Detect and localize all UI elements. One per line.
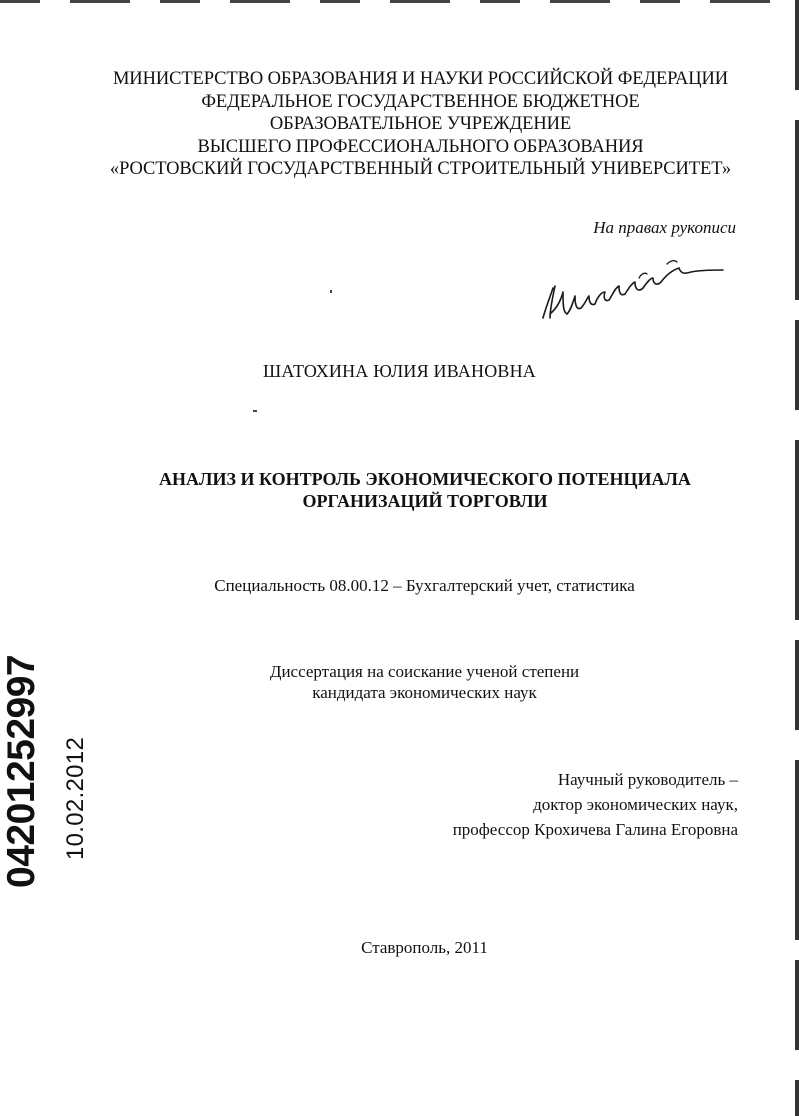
library-stamp-date: 10.02.2012: [62, 736, 89, 860]
ministry-line: МИНИСТЕРСТВО ОБРАЗОВАНИЯ И НАУКИ РОССИЙСКОЙ ФЕДЕРАЦИИ: [112, 69, 729, 89]
supervisor-block: [453, 767, 738, 842]
ministry-line: ВЫСШЕГО ПРОФЕССИОНАЛЬНОГО ОБРАЗОВАНИЯ: [197, 136, 644, 157]
specialty-line: Специальность 08.00.12 – Бухгалтерский учет, статистика: [214, 576, 635, 595]
ministry-header: [48, 68, 793, 181]
library-stamp-number: 04201252997: [0, 654, 43, 888]
title-line: АНАЛИЗ И КОНТРОЛЬ ЭКОНОМИЧЕСКОГО ПОТЕНЦИАЛА: [159, 469, 691, 489]
city-year: Ставрополь, 2011: [361, 938, 488, 957]
title-line: ОРГАНИЗАЦИЙ ТОРГОВЛИ: [302, 491, 548, 511]
dissertation-title: [50, 468, 799, 512]
supervisor-line: Научный руководитель –: [557, 770, 738, 789]
degree-statement: [25, 661, 799, 703]
handwritten-signature: [535, 248, 725, 328]
supervisor-line: доктор экономических наук,: [533, 795, 738, 814]
degree-line: кандидата экономических наук: [312, 683, 537, 702]
scan-speck: [330, 290, 332, 293]
degree-line: Диссертация на соискание ученой степени: [269, 662, 580, 681]
scan-speck: [253, 410, 257, 412]
scan-edge-top: [0, 0, 799, 3]
ministry-line: «РОСТОВСКИЙ ГОСУДАРСТВЕННЫЙ СТРОИТЕЛЬНЫЙ УНИВЕРСИТЕТ»: [109, 159, 732, 179]
author-name: ШАТОХИНА ЮЛИЯ ИВАНОВНА: [262, 361, 536, 381]
supervisor-line: профессор Крохичева Галина Егоровна: [452, 820, 738, 839]
ministry-line: ФЕДЕРАЛЬНОЕ ГОСУДАРСТВЕННОЕ БЮДЖЕТНОЕ: [201, 91, 640, 112]
manuscript-note: На правах рукописи: [593, 218, 736, 237]
ministry-line: ОБРАЗОВАТЕЛЬНОЕ УЧРЕЖДЕНИЕ: [269, 114, 572, 134]
